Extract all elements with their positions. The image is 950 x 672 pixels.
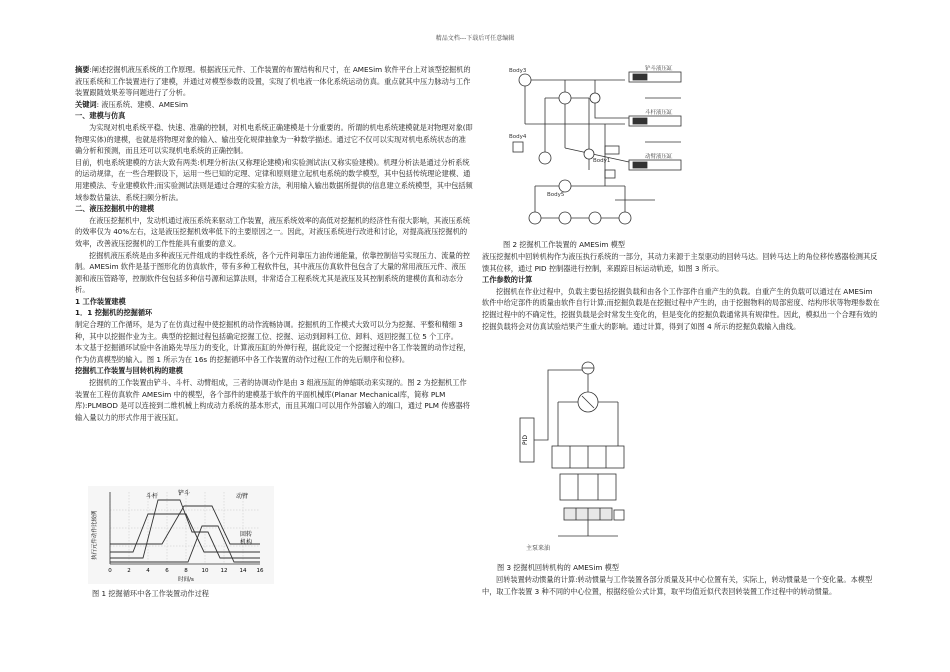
section-2-para-2: 挖掘机液压系统是由多种液压元件组成的非线性系统，各个元件间靠压力油传递能量，依靠控制信号实现压力、流量的控制。AMESim 软件是基于图形化的仿真软件，带有多种工程软件包，其中液压仿真软件包包含了大量的常用液压元件、液压源和液压管路等，控制软件包包括多种信号源和运算法则，非常适合工程系统尤其是液压及其控制系统的建模仿真和动态分析。 [75, 250, 470, 295]
label-dougan-gang: 斗杆液压缸 [645, 110, 673, 116]
pid-label: PID [522, 434, 529, 446]
fig2-text: 液压挖掘机中回转机构作为液压执行系统的一部分，其动力来源于主泵驱动的回转马达。回转马达上的角位移传感器检测其反馈其位移，通过 PID 控制器进行控制，来跟踪目标运动轨迹，如图 3 所示。 [482, 252, 878, 273]
figure-2 [505, 58, 697, 236]
figure-1-chart [88, 486, 274, 584]
figure-3 [518, 358, 640, 556]
x-tick: 0 [108, 568, 112, 574]
section-2-1-title: 1 工作装置建模 [75, 296, 126, 306]
x-tick: 8 [184, 568, 188, 574]
label-dongbi: 动臂 [236, 493, 249, 500]
x-tick: 10 [201, 568, 209, 574]
inertia-para: 回转装置转动惯量的计算:转动惯量与工作装置各部分质量及其中心位置有关，实际上，转动惯量是一个变化量。本模型中，取工作装置 3 种不同的中心位置，根据经验公式计算，取平均值近似代表回转装置工作过程中的转动惯量。 [482, 575, 873, 596]
x-tick: 16 [256, 568, 264, 574]
label-body3: Body3 [509, 68, 527, 74]
left-column [75, 64, 473, 423]
x-tick: 2 [127, 568, 131, 574]
keywords-text: : 液压系统、建模、AMESim [96, 99, 189, 109]
page-header: 精品文档---下载后可任意编辑 [435, 35, 515, 42]
section-2-1-1-para-2: 本文基于挖掘循环试验中各油路先导压力的变化，计算液压缸的外伸行程，据此设定一个挖掘过程中各工作装置的动作过程，作为仿真模型的输入。图 1 所示为在 16s 的挖掘循环中各工作装置的动作过程(工作的先后顺序和位移)。 [75, 343, 471, 364]
label-body5: Body5 [547, 192, 565, 198]
section-2-1-2-para-1: 挖掘机的工作装置由铲斗、斗杆、动臂组成，三者的协调动作是由 3 组液压缸的伸缩联动来实现的。图 2 为挖掘机工作装置在工程仿真软件 AMESim 中的模型，各个部件的建模基于软件的平面机械库(Planar Mechanical库，简称 PLM 库):PLMBOD 是可以连接到二维机械上构成动力系统的基本形式，而且其端口可以用作外部输入的端口，通过 PLM 传感器将输入量以力的形式作用于液压缸。 [75, 378, 470, 422]
label-body4: Body4 [509, 134, 527, 140]
right-column [482, 251, 880, 332]
right-column-tail [482, 574, 880, 597]
label-dongbi-gang: 动臂液压缸 [645, 154, 673, 160]
section-1-para-2: 目前，机电系统建模的方法大致有两类:机理分析法(又称理论建模)和实验测试法(又称实验建模)。机理分析法是通过分析系统的运动规律，在一些合理假设下，运用一些已知的定理、定律和原则建立起机电系统的数学模型，其中包括传统理论建模、通用建模法、专业建模软件;而实验测试法则是通过合理的实验方法，利用输入输出数据所提供的信息建立系统模型，其中包括频域参数估量法、系统扫频分析法。 [75, 157, 473, 202]
section-2-1-1-title: 1．1 挖掘机的挖掘循环 [75, 308, 153, 318]
section-3-para-1: 挖掘机在作业过程中，负载主要包括挖掘负载和由各个工作部件自重产生的负载。自重产生的负载可以通过在 AMESim 软件中给定部件的质量由软件自行计算;而挖掘负载是在挖掘过程中产生的，由于挖掘物料的局部密度、结构形状等物理参数在挖掘过程中的不确定性，挖掘负载是会时常发生变化的，但是变化的挖掘负载通常具有规律性。因此，模拟出一个合理有效的挖掘负载将会对仿真试验结果产生重大的影响。通过计算，得到了如图 4 所示的挖掘负载输入曲线。 [482, 286, 880, 331]
pump-label: 主泵来油 [526, 545, 551, 552]
keywords [75, 99, 473, 111]
section-2-1-1-para-1: 制定合理的工作循环，是为了在仿真过程中使挖掘机的动作流畅协调。挖掘机的工作模式大致可以分为挖掘、平整和精细 3 种，其中以挖掘作业为主。典型的挖掘过程包括确定挖掘工位、挖掘、运动到卸料工位、卸料、返回挖掘工位 5 个工序。 [75, 320, 463, 341]
label-huizhuan-b: 机构 [240, 539, 253, 546]
abstract [75, 64, 473, 99]
x-tick: 6 [165, 568, 169, 574]
label-huizhuan-a: 回转 [240, 531, 253, 538]
x-tick: 4 [146, 568, 150, 574]
figure-1-caption: 图 1 挖掘循环中各工作装置动作过程 [92, 589, 209, 598]
figure-1 [88, 486, 274, 584]
label-dougan: 斗杆 [146, 493, 159, 500]
y-axis-label: 执行元件动作比较例 [92, 510, 98, 560]
section-3-title: 工作参数的计算 [482, 275, 533, 285]
section-1-title: 一、建模与仿真 [75, 111, 126, 121]
label-chandou-gang: 铲斗液压缸 [645, 66, 673, 72]
x-axis-label: 时间/s [178, 577, 194, 583]
abstract-text: :阐述挖掘机液压系统的工作原理。根据液压元件、工作装置的布置结构和尺寸，在 AMESim 软件平台上对该型挖掘机的液压系统和工作装置进行了建模，并通过对模型参数的设置，实现了机电液一体化系统运动仿真。重点就其中压力脉动与工作装置跟随效果差等问题进行了分析。 [75, 65, 471, 98]
figure-3-model [518, 358, 640, 556]
section-2-title: 二、液压挖掘机中的建模 [75, 204, 155, 214]
section-2-para-1: 在液压挖掘机中，发动机通过液压系统来驱动工作装置，液压系统效率的高低对挖掘机的经济性有很大影响，其液压系统的效率仅为 40%左右，这是液压挖掘机效率低下的主要原因之一。因此，对液压系统进行改进和讨论，对提高液压挖掘机的效率，改善液压挖掘机的工作性能具有重要的意义。 [75, 215, 470, 248]
section-2-1-2-title: 挖掘机工作装置与回转机构的建模 [75, 366, 183, 376]
label-body1: Body1 [593, 158, 611, 164]
figure-3-caption: 图 3 挖掘机回转机构的 AMESim 模型 [497, 563, 619, 572]
label-chandou: 铲斗 [178, 490, 191, 497]
section-1-para-1: 为实现对机电系统平稳、快速、准确的控制，对机电系统正确建模是十分重要的。所谓的机电系统建模就是对物理对象(即物理实体)的建模，也就是将物理对象的输入、输出变化规律抽象为一种数学描述。通过它不仅可以实现对机电系统状态的准确分析和预测，而且还可以实现机电系统的正确控制。 [75, 122, 473, 156]
keywords-label: 关键词 [75, 99, 97, 109]
figure-2-caption: 图 2 挖掘机工作装置的 AMESim 模型 [503, 240, 625, 249]
x-tick: 14 [239, 568, 247, 574]
x-tick: 12 [220, 568, 228, 574]
abstract-label: 摘要 [75, 65, 90, 74]
figure-2-model [505, 58, 697, 236]
